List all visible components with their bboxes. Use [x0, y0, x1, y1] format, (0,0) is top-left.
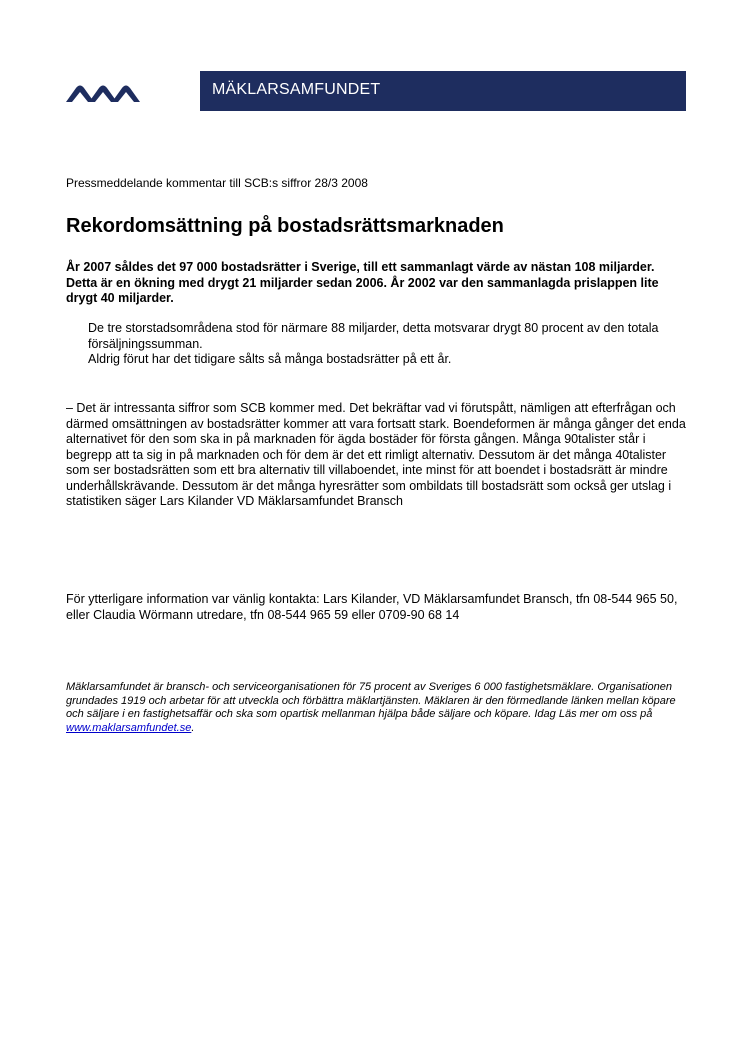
indented-block: [88, 321, 698, 368]
header-banner: [200, 71, 686, 111]
contact-paragraph: För ytterligare information var vänlig kontakta: Lars Kilander, VD Mäklarsamfundet Bransch, tfn 08-544 965 50, eller Claudia Wörmann utredare, tfn 08-544 965 59 eller 0709-90 68 14: [66, 592, 678, 622]
indented-paragraph: Aldrig förut har det tidigare sålts så många bostadsrätter på ett år.: [88, 352, 452, 366]
quote-paragraph: – Det är intressanta siffror som SCB kommer med. Det bekräftar vad vi förutspått, nämligen att efterfrågan och därmed omsättningen av bostadsrätter kommer att vara fortsatt stark. Boendeformen är många gånger det enda alternativet för den som ska in på marknaden för ägda bostäder för första gången. Många 90talister står i begrepp att ta sig in på marknaden och för dem är det ett rimligt alternativ. Dessutom är det många 40talister som ser bostadsrätten som ett bra alternativ till villaboendet, inte minst för att boendet i bostadsrätt är mindre underhållskrävande. Dessutom är det många hyresrätter som ombildats till bostadsrätt som också ger utslag i statistiken säger Lars Kilander VD Mäklarsamfundet Bransch: [66, 401, 686, 508]
organization-name: MÄKLARSAMFUNDET: [212, 81, 381, 98]
footer-text: Mäklarsamfundet är bransch- och serviceorganisationen för 75 procent av Sveriges 6 000 fastighetsmäklare. Organisationen grundades 1919 och arbetar för att utveckla och förbättra mäklartjänsten. Mäklaren är den förmedlande länken mellan köpare och säljare i en fastighetsaffär och ska som opartisk mellanman hjälpa både säljare och köpare. Idag Läs mer om oss på: [66, 681, 676, 720]
footer-about: [66, 681, 686, 735]
page-title: Rekordomsättning på bostadsrättsmarknaden: [66, 215, 504, 237]
lead-paragraph: År 2007 såldes det 97 000 bostadsrätter i Sverige, till ett sammanlagt värde av nästan 108 miljarder. Detta är en ökning med drygt 21 miljarder sedan 2006. År 2002 var den sammanlagda prislappen lite drygt 40 miljarder.: [66, 260, 659, 305]
indented-paragraph: De tre storstadsområdena stod för närmare 88 miljarder, detta motsvarar drygt 80 procent av den totala försäljningssumman.: [88, 321, 659, 351]
maklarsamfundet-logo-icon: [66, 82, 140, 102]
footer-end: .: [191, 721, 195, 734]
website-link[interactable]: www.maklarsamfundet.se: [66, 721, 192, 734]
logo-wave-shape: [66, 86, 140, 103]
press-release-kicker: Pressmeddelande kommentar till SCB:s siffror 28/3 2008: [66, 176, 368, 190]
